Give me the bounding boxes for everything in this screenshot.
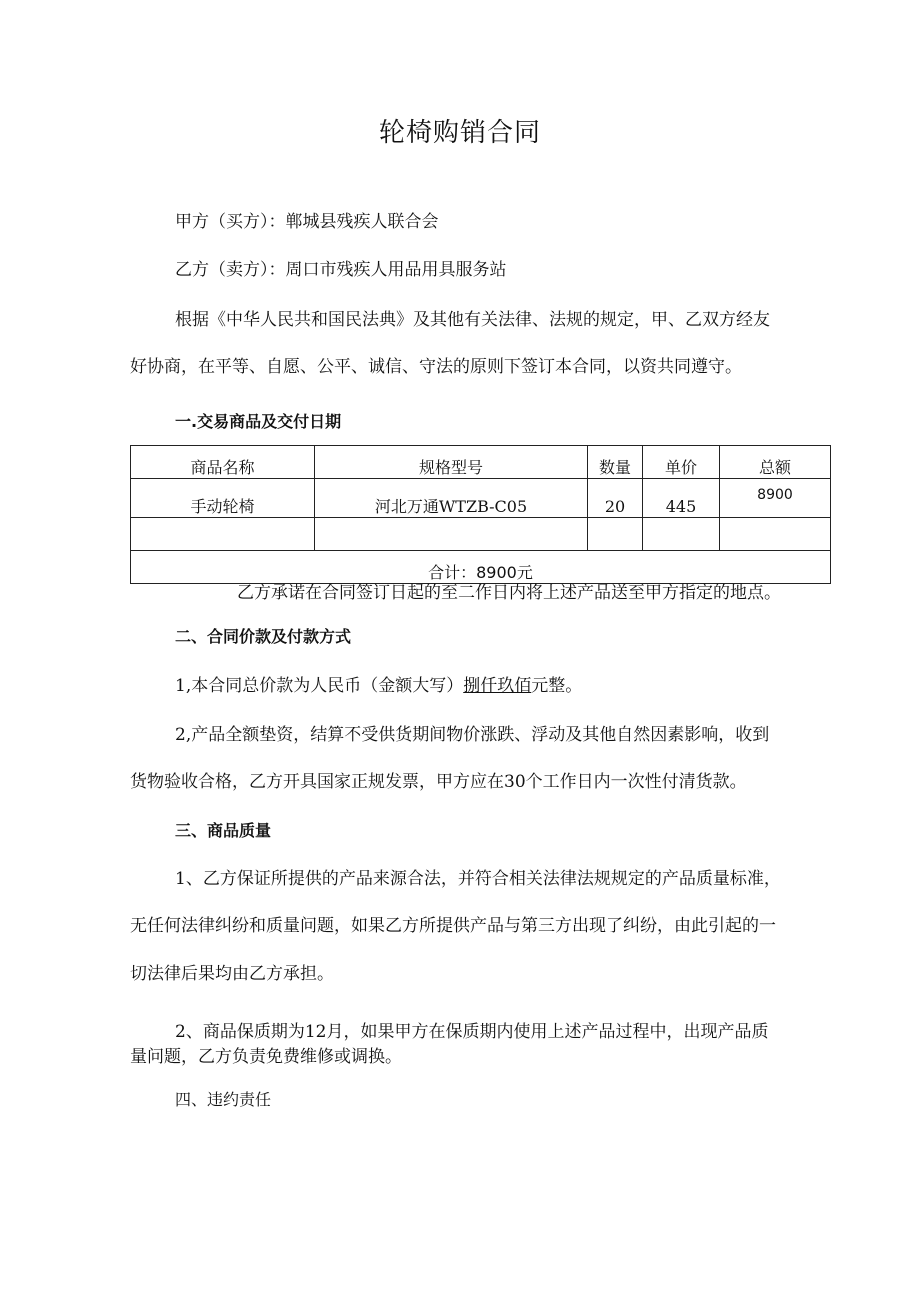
section-4-heading: 四、违约责任 (175, 1090, 272, 1109)
table-header-row (131, 446, 831, 479)
section-2-item-2-line-1: 2,产品全额垫资，结算不受供货期间物价涨跌、浮动及其他自然因素影响，收到 (175, 725, 770, 745)
table-grand-total: 合计：8900元 (131, 551, 831, 584)
header-model: 规格型号 (315, 446, 588, 479)
goods-table (130, 445, 831, 584)
item-1-prefix: 1,本合同总价款为人民币（金额大写） (175, 676, 464, 696)
intro-line-1: 根据《中华人民共和国民法典》及其他有关法律、法规的规定，甲、乙双方经友 (175, 310, 770, 330)
cell-empty (588, 518, 643, 551)
cell-empty (131, 518, 315, 551)
header-unit-price: 单价 (643, 446, 720, 479)
table-row (131, 518, 831, 551)
section-3-item-1-line-3: 切法律后果均由乙方承担。 (130, 964, 334, 984)
section-3-item-2-line-1: 2、商品保质期为12月，如果甲方在保质期内使用上述产品过程中，出现产品质 (175, 1022, 769, 1042)
header-total: 总额 (720, 446, 831, 479)
party-a: 甲方（买方）：郸城县残疾人联合会 (175, 212, 439, 232)
intro-line-2: 好协商，在平等、自愿、公平、诚信、守法的原则下签订本合同，以资共同遵守。 (130, 357, 742, 377)
amount-in-words: 捌仟玖佰 (463, 676, 532, 696)
section-3-item-1-line-1: 1、乙方保证所提供的产品来源合法，并符合相关法律法规规定的产品质量标准， (175, 869, 781, 889)
cell-product-name: 手动轮椅 (131, 479, 315, 518)
cell-quantity: 20 (588, 479, 643, 518)
table-total-row (131, 551, 831, 584)
section-2-heading: 二、合同价款及付款方式 (175, 627, 352, 646)
cell-total: 8900 (720, 479, 831, 518)
delivery-commitment: 乙方承诺在合同签订日起的至二作日内将上述产品送至甲方指定的地点。 (237, 583, 781, 603)
section-3-heading: 三、商品质量 (175, 821, 272, 840)
cell-unit-price: 445 (643, 479, 720, 518)
section-1-heading: 一.交易商品及交付日期 (175, 412, 342, 431)
document-title: 轮椅购销合同 (378, 118, 541, 148)
item-1-suffix: 元整。 (531, 676, 583, 696)
header-quantity: 数量 (588, 446, 643, 479)
cell-empty (315, 518, 588, 551)
cell-model: 河北万通WTZB-C05 (315, 479, 588, 518)
cell-empty (720, 518, 831, 551)
section-3-item-1-line-2: 无任何法律纠纷和质量问题，如果乙方所提供产品与第三方出现了纠纷，由此引起的一 (130, 916, 776, 936)
table-row (131, 479, 831, 518)
section-2-item-1 (175, 675, 582, 697)
party-b: 乙方（卖方）：周口市残疾人用品用具服务站 (175, 260, 507, 280)
section-3-item-2-line-2: 量问题，乙方负责免费维修或调换。 (130, 1047, 402, 1067)
section-2-item-2-line-2: 货物验收合格，乙方开具国家正规发票，甲方应在30个工作日内一次性付清货款。 (130, 772, 747, 792)
header-product-name: 商品名称 (131, 446, 315, 479)
cell-empty (643, 518, 720, 551)
